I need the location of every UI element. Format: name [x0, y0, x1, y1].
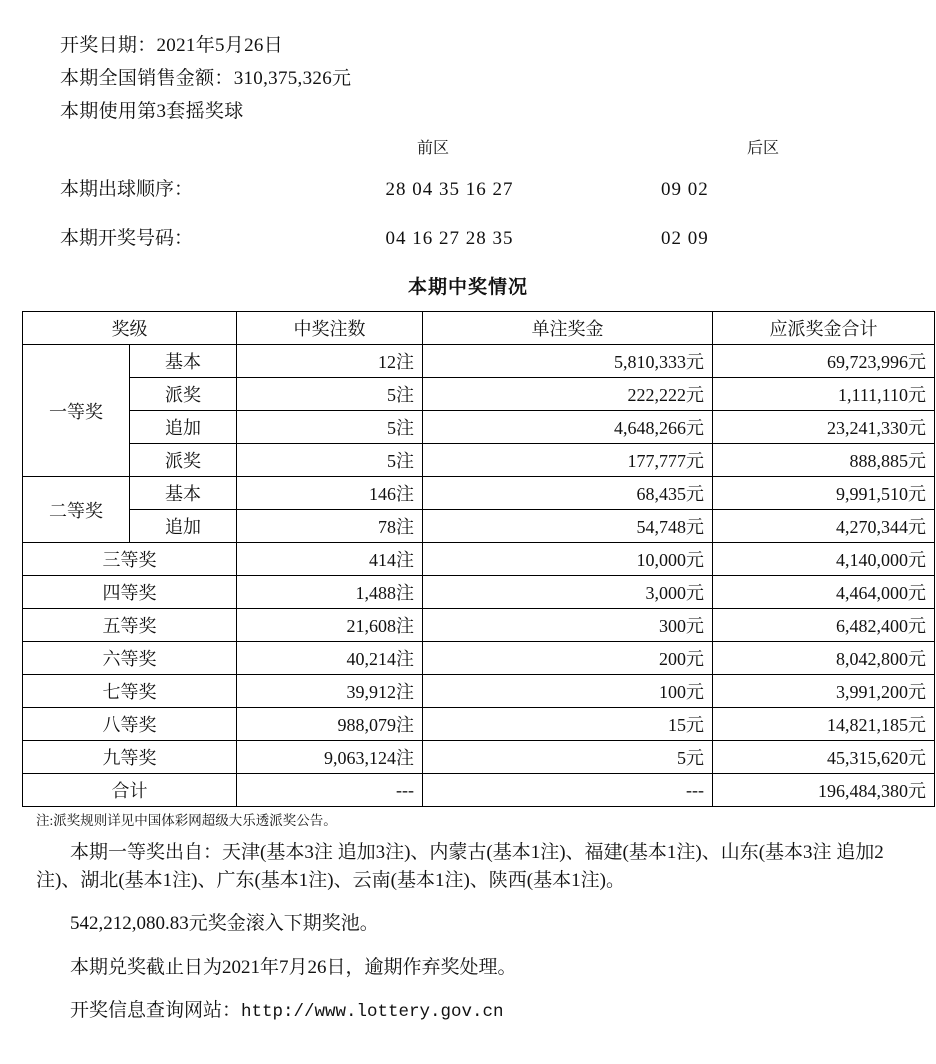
table-row	[23, 510, 935, 543]
sub-type: 派奖	[130, 444, 237, 477]
draw-date-line: 开奖日期：2021年5月26日	[60, 35, 284, 56]
header-total-prize: 应派奖金合计	[713, 312, 935, 345]
national-sales-line: 本期全国销售金额：310,375,326元	[60, 68, 352, 89]
zone-header-row	[22, 135, 914, 158]
total-prize: 196,484,380元	[713, 774, 935, 807]
win-count: 5注	[237, 411, 423, 444]
sub-type: 派奖	[130, 378, 237, 411]
single-prize: 4,648,266元	[423, 411, 713, 444]
win-count: 39,912注	[237, 675, 423, 708]
website-label: 开奖信息查询网站：	[70, 1000, 242, 1022]
single-prize: 177,777元	[423, 444, 713, 477]
sub-type: 追加	[130, 411, 237, 444]
win-count: 414注	[237, 543, 423, 576]
claim-deadline-paragraph: 本期兑奖截止日为2021年7月26日，逾期作弃奖处理。	[70, 956, 517, 978]
single-prize: 200元	[423, 642, 713, 675]
table-row	[23, 708, 935, 741]
total-prize: 1,111,110元	[713, 378, 935, 411]
win-count: 1,488注	[237, 576, 423, 609]
first-prize-origin-paragraph: 本期一等奖出自：天津(基本3注 追加3注)、内蒙古(基本1注)、福建(基本1注)、山东(基本3注 追加2注)、湖北(基本1注)、广东(基本1注)、云南(基本1注)、陕西(基本1注)。	[36, 842, 884, 891]
level-name: 八等奖	[23, 708, 237, 741]
ball-order-label: 本期出球顺序：	[60, 179, 194, 200]
single-prize: 5,810,333元	[423, 345, 713, 378]
table-row	[23, 477, 935, 510]
total-prize: 6,482,400元	[713, 609, 935, 642]
notes-section	[22, 813, 914, 1026]
win-count: 5注	[237, 444, 423, 477]
win-count: 5注	[237, 378, 423, 411]
ball-order-back-numbers: 09 02	[661, 179, 709, 200]
win-count: 40,214注	[237, 642, 423, 675]
level-name: 六等奖	[23, 642, 237, 675]
single-prize: 222,222元	[423, 378, 713, 411]
front-zone-label: 前区	[417, 140, 450, 157]
win-count: 9,063,124注	[237, 741, 423, 774]
win-count: 988,079注	[237, 708, 423, 741]
table-row	[23, 378, 935, 411]
table-row	[23, 642, 935, 675]
total-prize: 69,723,996元	[713, 345, 935, 378]
total-prize: 4,270,344元	[713, 510, 935, 543]
sub-type: 基本	[130, 345, 237, 378]
winning-front-numbers: 04 16 27 28 35	[385, 228, 514, 249]
level-name-total: 合计	[23, 774, 237, 807]
win-count: 78注	[237, 510, 423, 543]
header-single-prize: 单注奖金	[423, 312, 713, 345]
total-prize: 8,042,800元	[713, 642, 935, 675]
single-prize: 100元	[423, 675, 713, 708]
rollover-paragraph: 542,212,080.83元奖金滚入下期奖池。	[70, 913, 379, 935]
level-name: 七等奖	[23, 675, 237, 708]
total-prize: 14,821,185元	[713, 708, 935, 741]
total-prize: 45,315,620元	[713, 741, 935, 774]
table-row	[23, 345, 935, 378]
table-row	[23, 741, 935, 774]
total-prize: 4,140,000元	[713, 543, 935, 576]
single-prize: 54,748元	[423, 510, 713, 543]
total-prize: 9,991,510元	[713, 477, 935, 510]
win-count: 12注	[237, 345, 423, 378]
header-count: 中奖注数	[237, 312, 423, 345]
single-prize: 5元	[423, 741, 713, 774]
single-prize: ---	[423, 774, 713, 807]
zone-header-spacer	[22, 135, 417, 158]
sub-type: 追加	[130, 510, 237, 543]
prize-table	[22, 311, 935, 807]
single-prize: 300元	[423, 609, 713, 642]
ball-machine-line: 本期使用第3套摇奖球	[60, 101, 244, 122]
prize-table-title: 本期中奖情况	[407, 277, 528, 298]
winning-back-numbers: 02 09	[661, 228, 709, 249]
level-name: 九等奖	[23, 741, 237, 774]
ball-order-front-numbers: 28 04 35 16 27	[385, 179, 514, 200]
ball-order-row	[22, 174, 914, 201]
sub-type: 基本	[130, 477, 237, 510]
level-name: 三等奖	[23, 543, 237, 576]
total-prize: 888,885元	[713, 444, 935, 477]
winning-number-label: 本期开奖号码：	[60, 228, 194, 249]
winning-number-row	[22, 223, 914, 250]
table-row	[23, 609, 935, 642]
level-name: 四等奖	[23, 576, 237, 609]
header-level: 奖级	[23, 312, 237, 345]
table-row	[23, 675, 935, 708]
table-header-row	[23, 312, 935, 345]
win-count: 146注	[237, 477, 423, 510]
single-prize: 10,000元	[423, 543, 713, 576]
win-count: 21,608注	[237, 609, 423, 642]
website-paragraph	[22, 997, 914, 1025]
table-row	[23, 444, 935, 477]
level-name: 五等奖	[23, 609, 237, 642]
total-prize: 3,991,200元	[713, 675, 935, 708]
level-name-second-prize: 二等奖	[23, 477, 130, 543]
table-row	[23, 411, 935, 444]
single-prize: 3,000元	[423, 576, 713, 609]
single-prize: 68,435元	[423, 477, 713, 510]
win-count: ---	[237, 774, 423, 807]
website-url[interactable]: http://www.lottery.gov.cn	[241, 1002, 504, 1023]
total-prize: 23,241,330元	[713, 411, 935, 444]
total-prize: 4,464,000元	[713, 576, 935, 609]
bonus-rule-note: 注:派奖规则详见中国体彩网超级大乐透派奖公告。	[36, 813, 337, 828]
back-zone-label: 后区	[747, 140, 780, 157]
table-row	[23, 576, 935, 609]
single-prize: 15元	[423, 708, 713, 741]
table-row	[23, 543, 935, 576]
level-name-first-prize: 一等奖	[23, 345, 130, 477]
table-row-total	[23, 774, 935, 807]
